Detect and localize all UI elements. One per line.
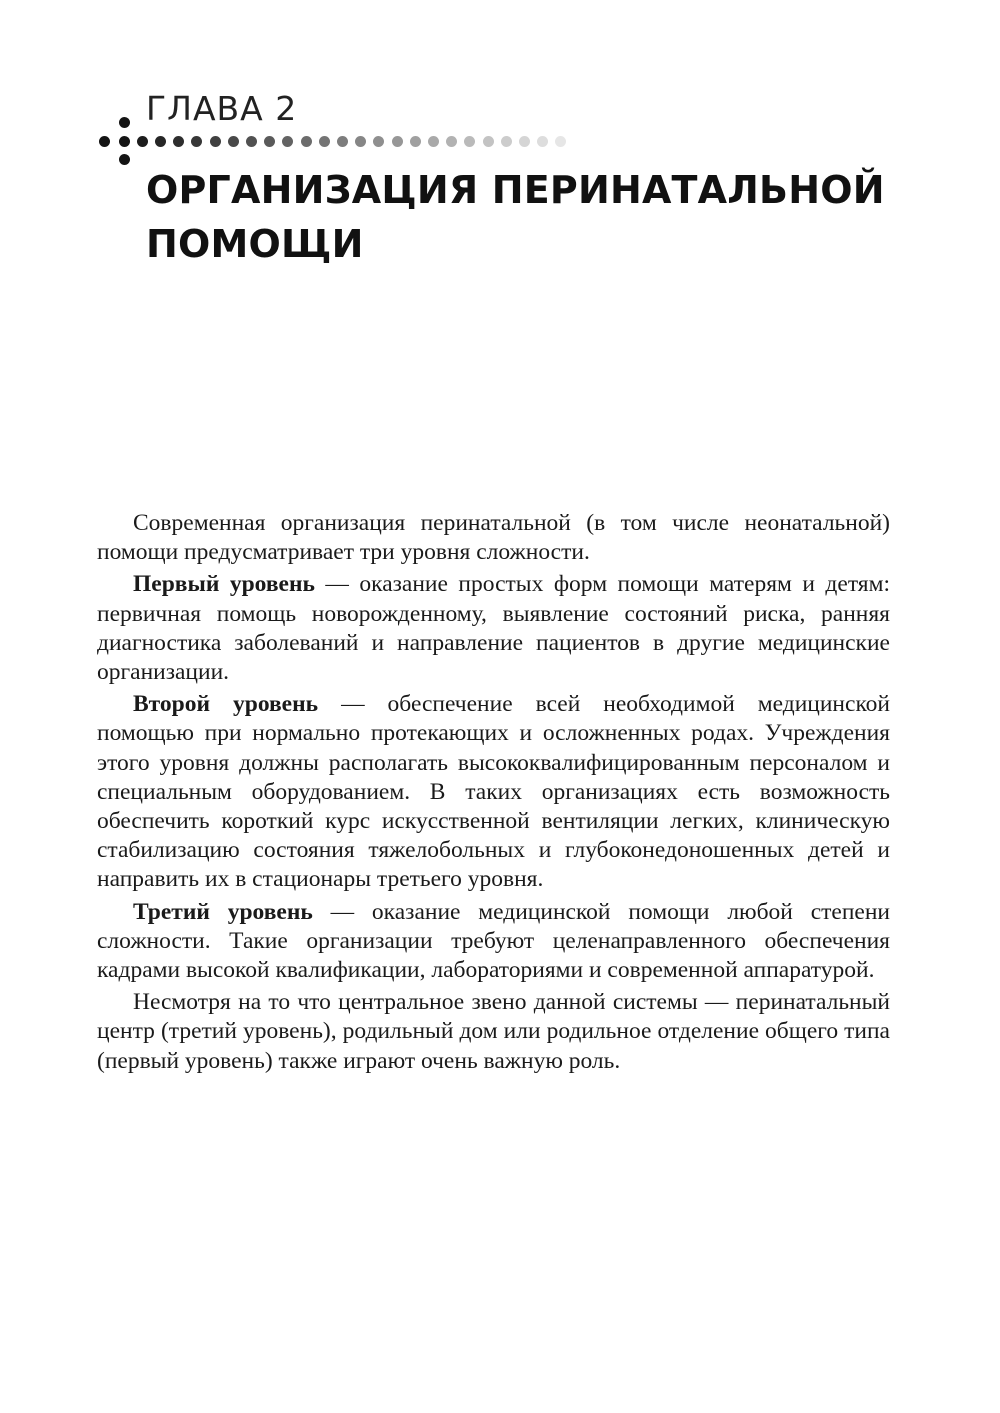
ornament-dot <box>282 136 293 147</box>
ornament-dot <box>410 136 421 147</box>
ornament-dot <box>228 136 239 147</box>
paragraph-lead: Первый уровень <box>133 571 315 598</box>
paragraph-text: — оказание простых форм помощи матерям и детям: первичная помощь новорожденному, выявление состояний риска, ранняя диагностика заболеваний и направление пациентов в другие медицинские организации. <box>97 571 890 686</box>
ornament-dot <box>537 136 548 147</box>
ornament-dot <box>301 136 312 147</box>
ornament-dot <box>464 136 475 147</box>
ornament-dot <box>337 136 348 147</box>
paragraph-third-level <box>97 898 890 986</box>
ornament-dot <box>99 136 110 147</box>
paragraph-intro <box>97 509 890 567</box>
ornament-dot <box>319 136 330 147</box>
ornament-dot <box>483 136 494 147</box>
paragraph-text: — обеспечение всей необходимой медицинской помощью при нормально протекающих и осложненных родах. Учреждения этого уровня должны располагать высококвалифицированным персоналом и специальным оборудованием. В таких организациях есть возможность обеспечить короткий курс искусственной вентиляции легких, клиническую стабилизацию состояния тяжелобольных и глубоконедоношенных детей и направить их в стационары третьего уровня. <box>97 691 890 893</box>
ornament-dot <box>119 117 130 128</box>
ornament-dot <box>119 154 130 165</box>
ornament-dot <box>555 136 566 147</box>
paragraph-first-level <box>97 570 890 687</box>
ornament-dot <box>210 136 221 147</box>
ornament-dot <box>137 136 148 147</box>
chapter-title <box>146 163 906 271</box>
ornament-dot <box>392 136 403 147</box>
ornament-dot <box>519 136 530 147</box>
ornament-dot <box>428 136 439 147</box>
paragraph-text: Современная организация перинатальной (в том числе неонатальной) помощи предусматривает три уровня сложности. <box>97 510 890 566</box>
chapter-header <box>0 0 1000 300</box>
paragraph-text: — оказание медицинской помощи любой степени сложности. Такие организации требуют целенаправленного обеспечения кадрами высокой квалификации, лабораториями и современной аппаратурой. <box>97 898 890 984</box>
ornament-dot <box>355 136 366 147</box>
ornament-dot <box>246 136 257 147</box>
ornament-dot <box>373 136 384 147</box>
chapter-body <box>97 509 890 1079</box>
paragraph-lead: Третий уровень <box>133 898 313 925</box>
ornament-dot <box>191 136 202 147</box>
ornament-dot <box>155 136 166 147</box>
paragraph-second-level <box>97 690 890 894</box>
paragraph-text: Несмотря на то что центральное звено данной системы — перинатальный центр (третий уровень), родильный дом или родильное отделение общего типа (первый уровень) также играют очень важную роль. <box>97 989 890 1074</box>
chapter-title-line-1: ОРГАНИЗАЦИЯ ПЕРИНАТАЛЬНОЙ <box>146 168 885 212</box>
ornament-dot <box>446 136 457 147</box>
paragraph-lead: Второй уровень <box>133 691 319 718</box>
chapter-label: ГЛАВА 2 <box>146 89 298 128</box>
ornament-dot <box>173 136 184 147</box>
paragraph-conclusion <box>97 988 890 1076</box>
ornament-dot <box>264 136 275 147</box>
chapter-title-line-2: ПОМОЩИ <box>146 222 364 266</box>
ornament-dot <box>501 136 512 147</box>
ornament-dot <box>119 136 130 147</box>
